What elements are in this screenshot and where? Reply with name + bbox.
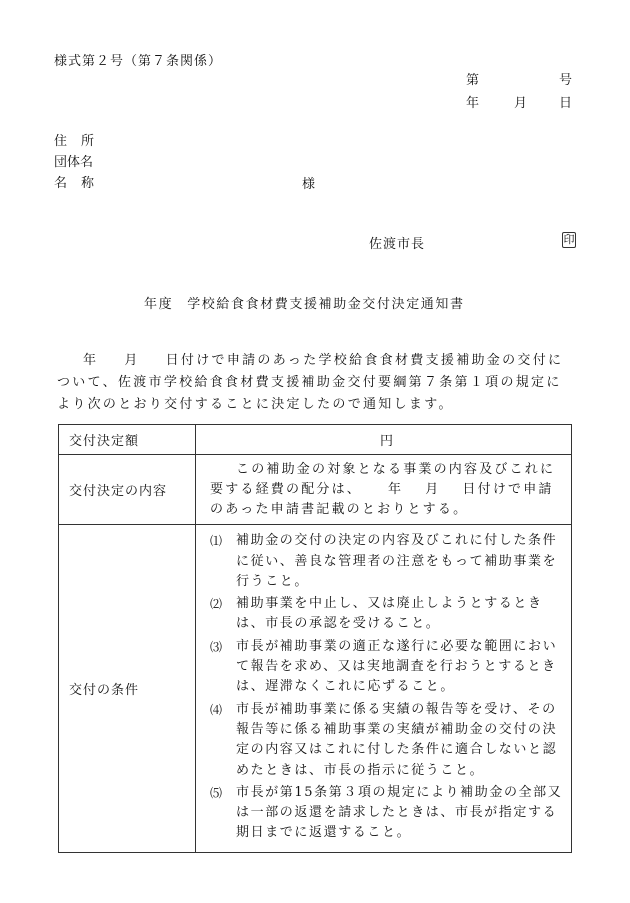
condition-item [210, 700, 563, 781]
condition-item [210, 783, 563, 844]
condition-item [210, 594, 563, 635]
content-label: 交付決定の内容 [59, 455, 196, 525]
conditions-value [196, 525, 572, 853]
date-day: 日 [558, 96, 572, 111]
conditions-label: 交付の条件 [59, 525, 196, 853]
body-month: 月 [124, 353, 140, 368]
amount-row [59, 425, 572, 455]
title-text: 学校給食食材費支援補助金交付決定通知書 [187, 297, 465, 312]
condition-text: 補助金の交付の決定の内容及びこれに付した条件に従い、善良な管理者の注意をもって補助事業を行うこと。 [236, 533, 558, 589]
name-label: 名称 [54, 176, 94, 191]
content-value [196, 455, 572, 525]
condition-item [210, 637, 563, 698]
condition-text: 市長が補助事業の適正な遂行に必要な範囲において報告を求め、又は実地調査を行おうとするときは、遅滞なくこれに応ずること。 [236, 638, 558, 695]
condition-number: ⑴ [210, 534, 224, 549]
body-text: 日付けで申請のあった学校給食食材費支援補助金の交付について、佐渡市学校給食食材費支援補助金交付要綱第７条第１項の規定により次のとおり交付することに決定したので通知します。 [57, 353, 564, 412]
content-month: 月 [425, 481, 441, 497]
date-month: 月 [514, 96, 528, 111]
amount-value: 円 [196, 425, 572, 455]
conditions-row [59, 525, 572, 853]
honorific: 様 [302, 177, 316, 192]
content-before: この補助金の対象となる事業の内容及びこれに要する経費の配分は、 [210, 461, 556, 497]
content-row [59, 455, 572, 525]
content-year: 年 [388, 481, 404, 497]
decision-table [58, 424, 572, 853]
address-label: 住所 [54, 134, 94, 149]
conditions-list [210, 527, 563, 849]
condition-text: 市長が第15条第３項の規定により補助金の全部又は一部の返還を請求したときは、市長が指定する期日までに返還すること。 [236, 784, 563, 841]
content-after: 日付けで申請のあった申請書記載のとおりとする。 [210, 481, 554, 517]
document-title [144, 293, 465, 312]
seal-mark: 印 [563, 233, 575, 246]
amount-label: 交付決定額 [59, 425, 196, 455]
condition-number: ⑸ [210, 785, 224, 800]
organization-label: 団体名 [54, 155, 94, 170]
condition-number: ⑷ [210, 702, 224, 717]
form-number: 様式第２号（第７条関係） [54, 54, 223, 69]
condition-number: ⑵ [210, 597, 224, 612]
condition-text: 補助事業を中止し、又は廃止しようとするときは、市長の承認を受けること。 [236, 596, 543, 632]
title-nendo: 年度 [144, 297, 174, 312]
condition-text: 市長が補助事業に係る実績の報告等を受け、その報告等に係る補助事業の実績が補助金の交付の決定の内容又はこれに付した条件に適合しないと認めたときは、市長の指示に従うこと。 [236, 701, 558, 778]
condition-item [210, 531, 563, 592]
condition-number: ⑶ [210, 639, 224, 654]
date-year: 年 [466, 96, 480, 111]
mayor-title: 佐渡市長 [369, 237, 426, 252]
notice-body [57, 350, 573, 416]
doc-no-prefix: 第 [466, 73, 480, 88]
doc-no-suffix: 号 [558, 73, 572, 88]
body-year: 年 [83, 353, 99, 368]
